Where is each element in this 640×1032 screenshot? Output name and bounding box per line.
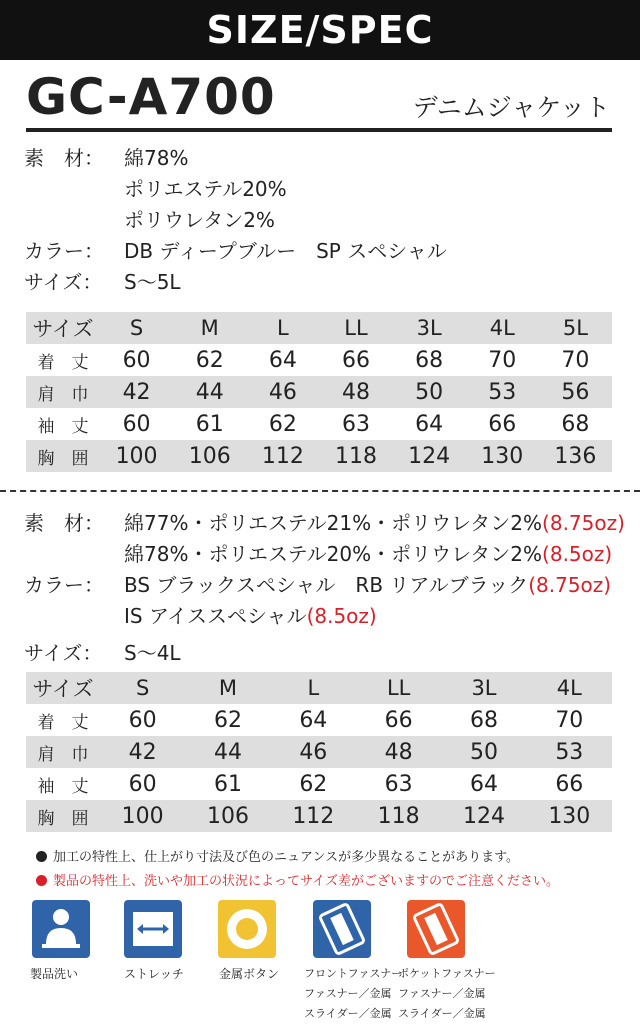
table-cell: 62 xyxy=(195,347,224,373)
product-model: GC-A700 xyxy=(26,68,276,126)
table-cell: 130 xyxy=(466,440,539,472)
table-cell: 46 xyxy=(271,736,356,768)
material-line: 綿77%・ポリエステル21%・ポリウレタン2% xyxy=(124,511,543,535)
table-cell: 112 xyxy=(246,440,319,472)
table-row xyxy=(26,344,612,376)
table-cell: 44 xyxy=(185,736,270,768)
table-row xyxy=(26,736,612,768)
table-cell: 42 xyxy=(100,736,185,768)
table-row xyxy=(26,408,612,440)
size-header-cell: 3L xyxy=(393,312,466,344)
weight-note: (8.5oz) xyxy=(306,604,377,628)
size-label: サイズ： xyxy=(24,270,103,294)
material-line: 綿78% xyxy=(124,146,189,170)
feature-label: ポケットファスナー ファスナー／金属 スライダー／金属 xyxy=(398,967,496,1020)
weight-note: (8.75oz) xyxy=(542,511,625,535)
feature-label: 金属ボタン xyxy=(219,967,280,981)
table-cell: 60 xyxy=(128,771,157,797)
row-label: 袖 丈 xyxy=(37,416,89,437)
table-cell: 42 xyxy=(100,376,173,408)
size-value: S～4L xyxy=(124,641,181,665)
table-cell: 66 xyxy=(341,347,370,373)
section-divider xyxy=(0,490,640,492)
table-cell: 64 xyxy=(299,707,328,733)
table-row xyxy=(26,704,612,736)
color-label: カラー： xyxy=(24,239,104,263)
row-label: サイズ xyxy=(26,312,100,344)
table-header-row xyxy=(26,312,612,344)
header-title: SIZE/SPEC xyxy=(206,8,434,52)
table-cell: 124 xyxy=(441,800,526,832)
bullet-icon xyxy=(36,851,47,862)
table-cell: 62 xyxy=(213,707,242,733)
table-cell: 53 xyxy=(527,736,612,768)
row-label: 胸 囲 xyxy=(26,800,100,832)
washed-product-icon xyxy=(32,900,90,958)
table-cell: 118 xyxy=(319,440,392,472)
table-cell: 68 xyxy=(469,707,498,733)
note-line xyxy=(36,870,559,894)
table-cell: 48 xyxy=(356,736,441,768)
table-cell: 50 xyxy=(393,376,466,408)
feature-label: フロントファスナー ファスナー／金属 スライダー／金属 xyxy=(304,967,403,1020)
size-header-cell: 3L xyxy=(441,672,526,704)
feature-label: 製品洗い xyxy=(30,967,79,981)
row-label: 肩 巾 xyxy=(26,736,100,768)
size-header-cell: S xyxy=(100,672,185,704)
size-header-cell: LL xyxy=(356,672,441,704)
table-cell: 70 xyxy=(488,347,517,373)
size-header-cell: S xyxy=(100,312,173,344)
table-cell: 61 xyxy=(195,411,224,437)
table-cell: 62 xyxy=(268,411,297,437)
material-label: 素 材： xyxy=(24,146,104,170)
table-cell: 130 xyxy=(527,800,612,832)
size-header-cell: M xyxy=(173,312,246,344)
table-cell: 63 xyxy=(341,411,370,437)
title-rule xyxy=(26,128,612,132)
size-header-cell: L xyxy=(271,672,356,704)
feature-label: ストレッチ xyxy=(124,967,184,981)
size-header-cell: LL xyxy=(319,312,392,344)
size-label: サイズ： xyxy=(24,641,103,665)
note-text: 製品の特性上、洗いや加工の状況によってサイズ差がございますのでご注意ください。 xyxy=(53,874,559,889)
table-cell: 64 xyxy=(415,411,444,437)
front-fastener-icon xyxy=(313,900,371,958)
table-cell: 118 xyxy=(356,800,441,832)
row-label: 肩 巾 xyxy=(26,376,100,408)
table-cell: 64 xyxy=(469,771,498,797)
note-line xyxy=(36,846,559,870)
table-cell: 46 xyxy=(246,376,319,408)
stretch-icon xyxy=(124,900,182,958)
size-table-1 xyxy=(26,312,612,472)
table-cell: 50 xyxy=(441,736,526,768)
table-cell: 68 xyxy=(415,347,444,373)
row-label: サイズ xyxy=(26,672,100,704)
weight-note: (8.5oz) xyxy=(542,542,613,566)
table-cell: 124 xyxy=(393,440,466,472)
table-cell: 60 xyxy=(122,347,151,373)
table-row xyxy=(26,440,612,472)
material-line: ポリエステル20% xyxy=(124,177,287,201)
size-header-cell: 5L xyxy=(539,312,612,344)
material-line: 綿78%・ポリエステル20%・ポリウレタン2% xyxy=(124,542,543,566)
notes xyxy=(36,846,559,894)
size-header-cell: L xyxy=(246,312,319,344)
table-cell: 100 xyxy=(100,800,185,832)
table-cell: 64 xyxy=(268,347,297,373)
table-cell: 66 xyxy=(488,411,517,437)
color-value: BS ブラックスペシャル RB リアルブラック xyxy=(124,573,529,597)
table-cell: 56 xyxy=(539,376,612,408)
row-label: 袖 丈 xyxy=(37,776,89,797)
table-row xyxy=(26,768,612,800)
table-cell: 60 xyxy=(128,707,157,733)
spec-block-2 xyxy=(24,508,625,669)
table-cell: 106 xyxy=(185,800,270,832)
bullet-icon xyxy=(36,875,47,886)
table-cell: 68 xyxy=(561,411,590,437)
color-value: DB ディープブルー SP スペシャル xyxy=(124,239,447,263)
header-bar xyxy=(0,0,640,60)
table-cell: 70 xyxy=(555,707,584,733)
table-cell: 61 xyxy=(213,771,242,797)
color-value: IS アイススペシャル xyxy=(124,604,307,628)
row-label: 胸 囲 xyxy=(26,440,100,472)
table-cell: 66 xyxy=(384,707,413,733)
size-header-cell: M xyxy=(185,672,270,704)
size-header-cell: 4L xyxy=(466,312,539,344)
table-cell: 48 xyxy=(319,376,392,408)
table-cell: 60 xyxy=(122,411,151,437)
table-cell: 70 xyxy=(561,347,590,373)
table-cell: 112 xyxy=(271,800,356,832)
product-name: デニムジャケット xyxy=(412,93,610,122)
table-cell: 53 xyxy=(466,376,539,408)
table-row xyxy=(26,800,612,832)
note-text: 加工の特性上、仕上がり寸法及び色のニュアンスが多少異なることがあります。 xyxy=(53,850,520,865)
table-row xyxy=(26,376,612,408)
spec-block-1 xyxy=(24,143,447,298)
color-label: カラー： xyxy=(24,573,104,597)
size-value: S～5L xyxy=(124,270,181,294)
row-label: 着 丈 xyxy=(37,712,89,733)
table-cell: 106 xyxy=(173,440,246,472)
table-cell: 66 xyxy=(555,771,584,797)
table-cell: 100 xyxy=(100,440,173,472)
material-label: 素 材： xyxy=(24,511,104,535)
weight-note: (8.75oz) xyxy=(528,573,612,597)
metal-button-icon xyxy=(218,900,276,958)
table-header-row xyxy=(26,672,612,704)
material-line: ポリウレタン2% xyxy=(124,208,275,232)
table-cell: 62 xyxy=(299,771,328,797)
table-cell: 63 xyxy=(384,771,413,797)
size-table-2 xyxy=(26,672,612,832)
row-label: 着 丈 xyxy=(37,352,89,373)
size-header-cell: 4L xyxy=(527,672,612,704)
table-cell: 136 xyxy=(539,440,612,472)
table-cell: 44 xyxy=(173,376,246,408)
pocket-fastener-icon xyxy=(407,900,465,958)
